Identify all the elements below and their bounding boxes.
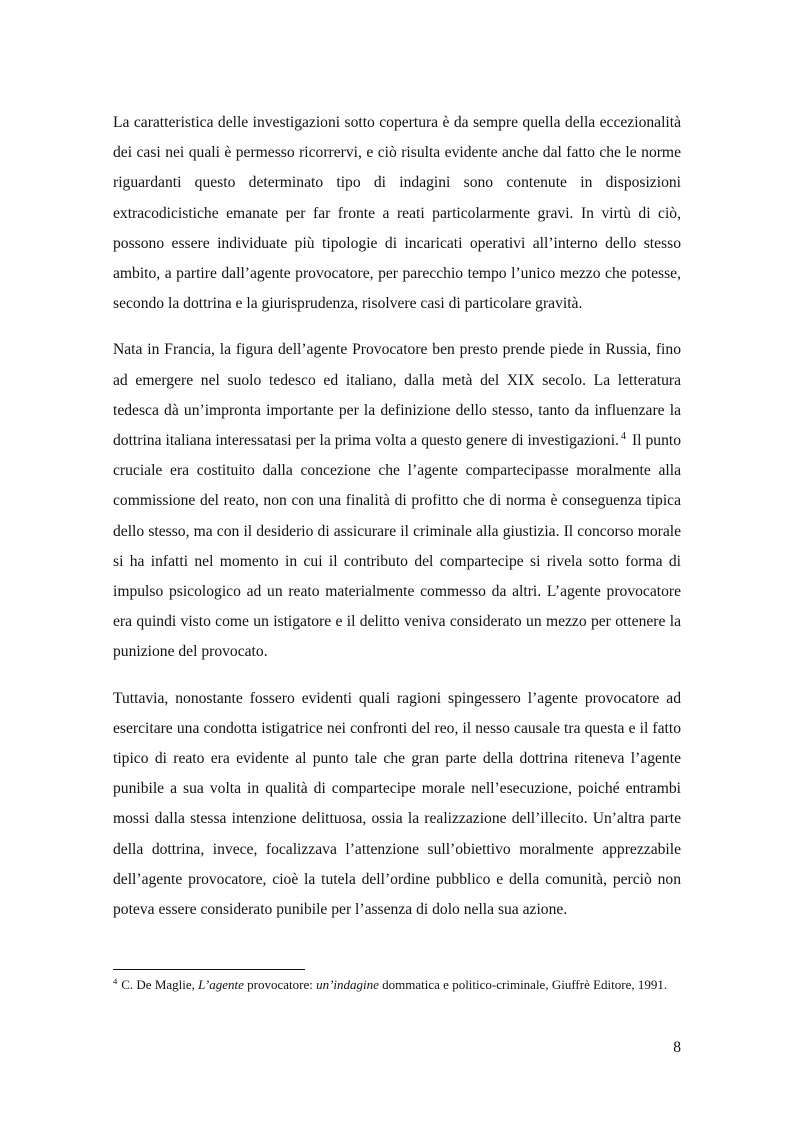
footnote-title: L’agente	[198, 977, 244, 992]
footnote	[113, 976, 681, 993]
paragraph-2-text-before-ref: Nata in Francia, la figura dell’agente Provocatore ben presto prende piede in Russia, fino ad emergere nel suolo tedesco ed italiano, dalla metà del XIX secolo. La letteratura tedesca dà un’impronta importante per la definizione dello stesso, tanto da influenzare la dottrina italiana interessatasi per la prima volta a questo genere di investigazioni.	[113, 341, 681, 450]
paragraph-1: La caratteristica delle investigazioni sotto copertura è da sempre quella della eccezionalità dei casi nei quali è permesso ricorrervi, e ciò risulta evidente anche dal fatto che le norme riguardanti questo determinato tipo di indagini sono contenute in disposizioni extracodicistiche emanate per far fronte a reati particolarmente gravi. In virtù di ciò, possono essere individuate più tipologie di incaricati operativi all’interno dello stesso ambito, a partire dall’agente provocatore, per parecchio tempo l’unico mezzo che potesse, secondo la dottrina e la giurisprudenza, risolvere casi di particolare gravità.	[113, 114, 681, 313]
footnote-separator	[113, 969, 305, 970]
footnote-author: C. De Maglie,	[121, 977, 195, 992]
footnote-text-mid: provocatore:	[247, 977, 313, 992]
page-number: 8	[673, 1039, 681, 1056]
footnote-subtitle: un’indagine	[316, 977, 379, 992]
paragraph-3: Tuttavia, nonostante fossero evidenti quali ragioni spingessero l’agente provocatore ad esercitare una condotta istigatrice nei confronti del reo, il nesso causale tra questa e il fatto tipico di reato era evidente al punto tale che gran parte della dottrina riteneva l’agente punibile a sua volta in qualità di compartecipe morale nell’esecuzione, poiché entrambi mossi dalla stessa intenzione delittuosa, ossia la realizzazione dell’illecito. Un’altra parte della dottrina, invece, focalizzava l’attenzione sull’obiettivo moralmente apprezzabile dell’agente provocatore, cioè la tutela dell’ordine pubblico e della comunità, perciò non poteva essere considerato punibile per l’assenza di dolo nella sua azione.	[113, 689, 681, 919]
document-body	[113, 108, 681, 941]
footnote-mark: 4	[113, 975, 118, 986]
footnote-reference[interactable]: 4	[620, 430, 626, 442]
paragraph-2	[113, 335, 681, 667]
paragraph-2-text-after-ref: Il punto cruciale era costituito dalla concezione che l’agente compartecipasse moralmente alla commissione del reato, non con una finalità di profitto che di norma è conseguenza tipica dello stesso, ma con il desiderio di assicurare il criminale alla giustizia. Il concorso morale si ha infatti nel momento in cui il contributo del compartecipe si rivela sotto forma di impulso psicologico ad un reato materialmente commesso da altri. L’agente provocatore era quindi visto come un istigatore e il delitto veniva considerato un mezzo per ottenere la punizione del provocato.	[113, 432, 681, 661]
footnote-text-end: dommatica e politico-criminale, Giuffrè Editore, 1991.	[382, 977, 668, 992]
